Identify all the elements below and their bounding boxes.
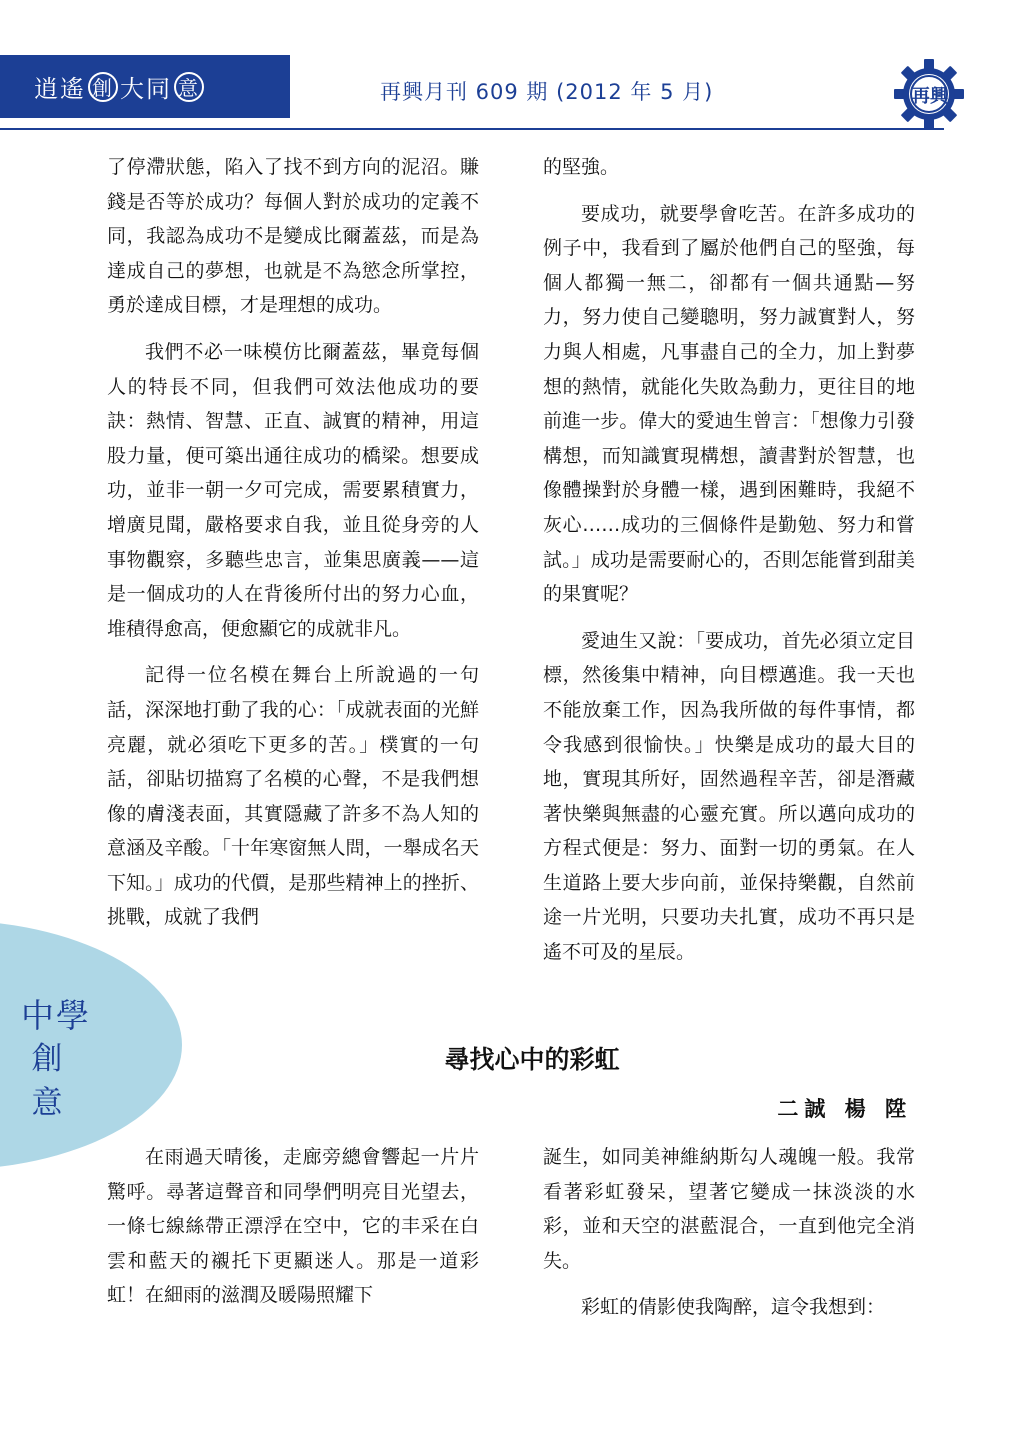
article1-left-column	[107, 150, 479, 935]
article2-paragraph: 在雨過天晴後，走廊旁總會響起一片片驚呼。尋著這聲音和同學們明亮目光望去，一條七線絲帶正漂浮在空中，它的丰采在白雲和藍天的襯托下更顯迷人。那是一道彩虹！在細雨的滋潤及暖陽照耀下	[107, 1146, 479, 1307]
side-label-line-3: 意	[31, 1085, 63, 1121]
header-divider	[0, 128, 944, 130]
article1-paragraph: 愛迪生又說：「要成功，首先必須立定目標，然後集中精神，向目標邁進。我一天也不能放棄工作，因為我所做的每件事情，都令我感到很愉快。」快樂是成功的最大目的地，實現其所好，固然過程辛苦，卻是潛藏著快樂與無盡的心靈充實。所以邁向成功的方程式便是：努力、面對一切的勇氣。在人生道路上要大步向前，並保持樂觀，自然前途一片光明，只要功夫扎實，成功不再只是遙不可及的星辰。	[543, 629, 915, 964]
article2-title: 尋找心中的彩虹	[444, 1045, 620, 1074]
article2-paragraph: 誕生，如同美神維納斯勾人魂魄一般。我常看著彩虹發呆，望著它變成一抹淡淡的水彩，並和天空的湛藍混合，一直到他完全消失。	[543, 1146, 915, 1272]
article1-paragraph: 記得一位名模在舞台上所說過的一句話，深深地打動了我的心：「成就表面的光鮮亮麗，就必須吃下更多的苦。」樸實的一句話，卻貼切描寫了名模的心聲，不是我們想像的膚淺表面，其實隱藏了許多不為人知的意涵及辛酸。「十年寒窗無人問，一舉成名天下知。」成功的代價，是那些精神上的挫折、挑戰，成就了我們	[107, 664, 479, 929]
article1-paragraph: 我們不必一味模仿比爾蓋茲，畢竟每個人的特長不同，但我們可效法他成功的要訣：熱情、智慧、正直、誠實的精神，用這股力量，便可築出通往成功的橋梁。想要成功，並非一朝一夕可完成，需要累積實力，增廣見聞，嚴格要求自我，並且從身旁的人事物觀察，多聽些忠言，並集思廣義——這是一個成功的人在背後所付出的努力心血，堆積得愈高，便愈顯它的成就非凡。	[107, 340, 479, 640]
article2-paragraph: 彩虹的倩影使我陶醉，這令我想到：	[581, 1296, 886, 1319]
article1-paragraph: 的堅強。	[543, 156, 620, 178]
article1-right-column	[543, 150, 915, 970]
article2-left-column	[107, 1140, 479, 1313]
tab-text-circled-2: 意	[174, 72, 204, 102]
side-label-line-1: 中學	[21, 996, 91, 1035]
issue-title: 再興月刊 609 期 (2012 年 5 月)	[380, 80, 714, 104]
tab-text-part-1: 逍遙	[34, 75, 86, 103]
tab-text-circled-1: 創	[88, 72, 118, 102]
article1-paragraph: 了停滯狀態，陷入了找不到方向的泥沼。賺錢是否等於成功？每個人對於成功的定義不同，我認為成功不是變成比爾蓋茲，而是為達成自己的夢想，也就是不為慾念所掌控，勇於達成目標，才是理想的成功。	[107, 156, 479, 317]
side-label-line-2: 創	[31, 1041, 63, 1077]
article2-right-column	[543, 1140, 915, 1325]
article2-author: 二誠 楊 陞	[777, 1096, 912, 1121]
section-header-tab	[0, 55, 290, 118]
article1-paragraph: 要成功，就要學會吃苦。在許多成功的例子中，我看到了屬於他們自己的堅強，每個人都獨一無二，卻都有一個共通點—努力，努力使自己變聰明，努力誠實對人，努力與人相處，凡事盡自己的全力，加上對夢想的熱情，就能化失敗為動力，更往目的地前進一步。偉大的愛迪生曾言：「想像力引發構想，而知識實現構想，讀書對於智慧，也像體操對於身體一樣，遇到困難時，我絕不灰心……成功的三個條件是勤勉、努力和嘗試。」成功是需要耐心的，否則怎能嘗到甜美的果實呢？	[543, 202, 915, 606]
tab-text-part-2: 大同	[120, 75, 172, 103]
logo-text: 再興	[912, 86, 948, 107]
